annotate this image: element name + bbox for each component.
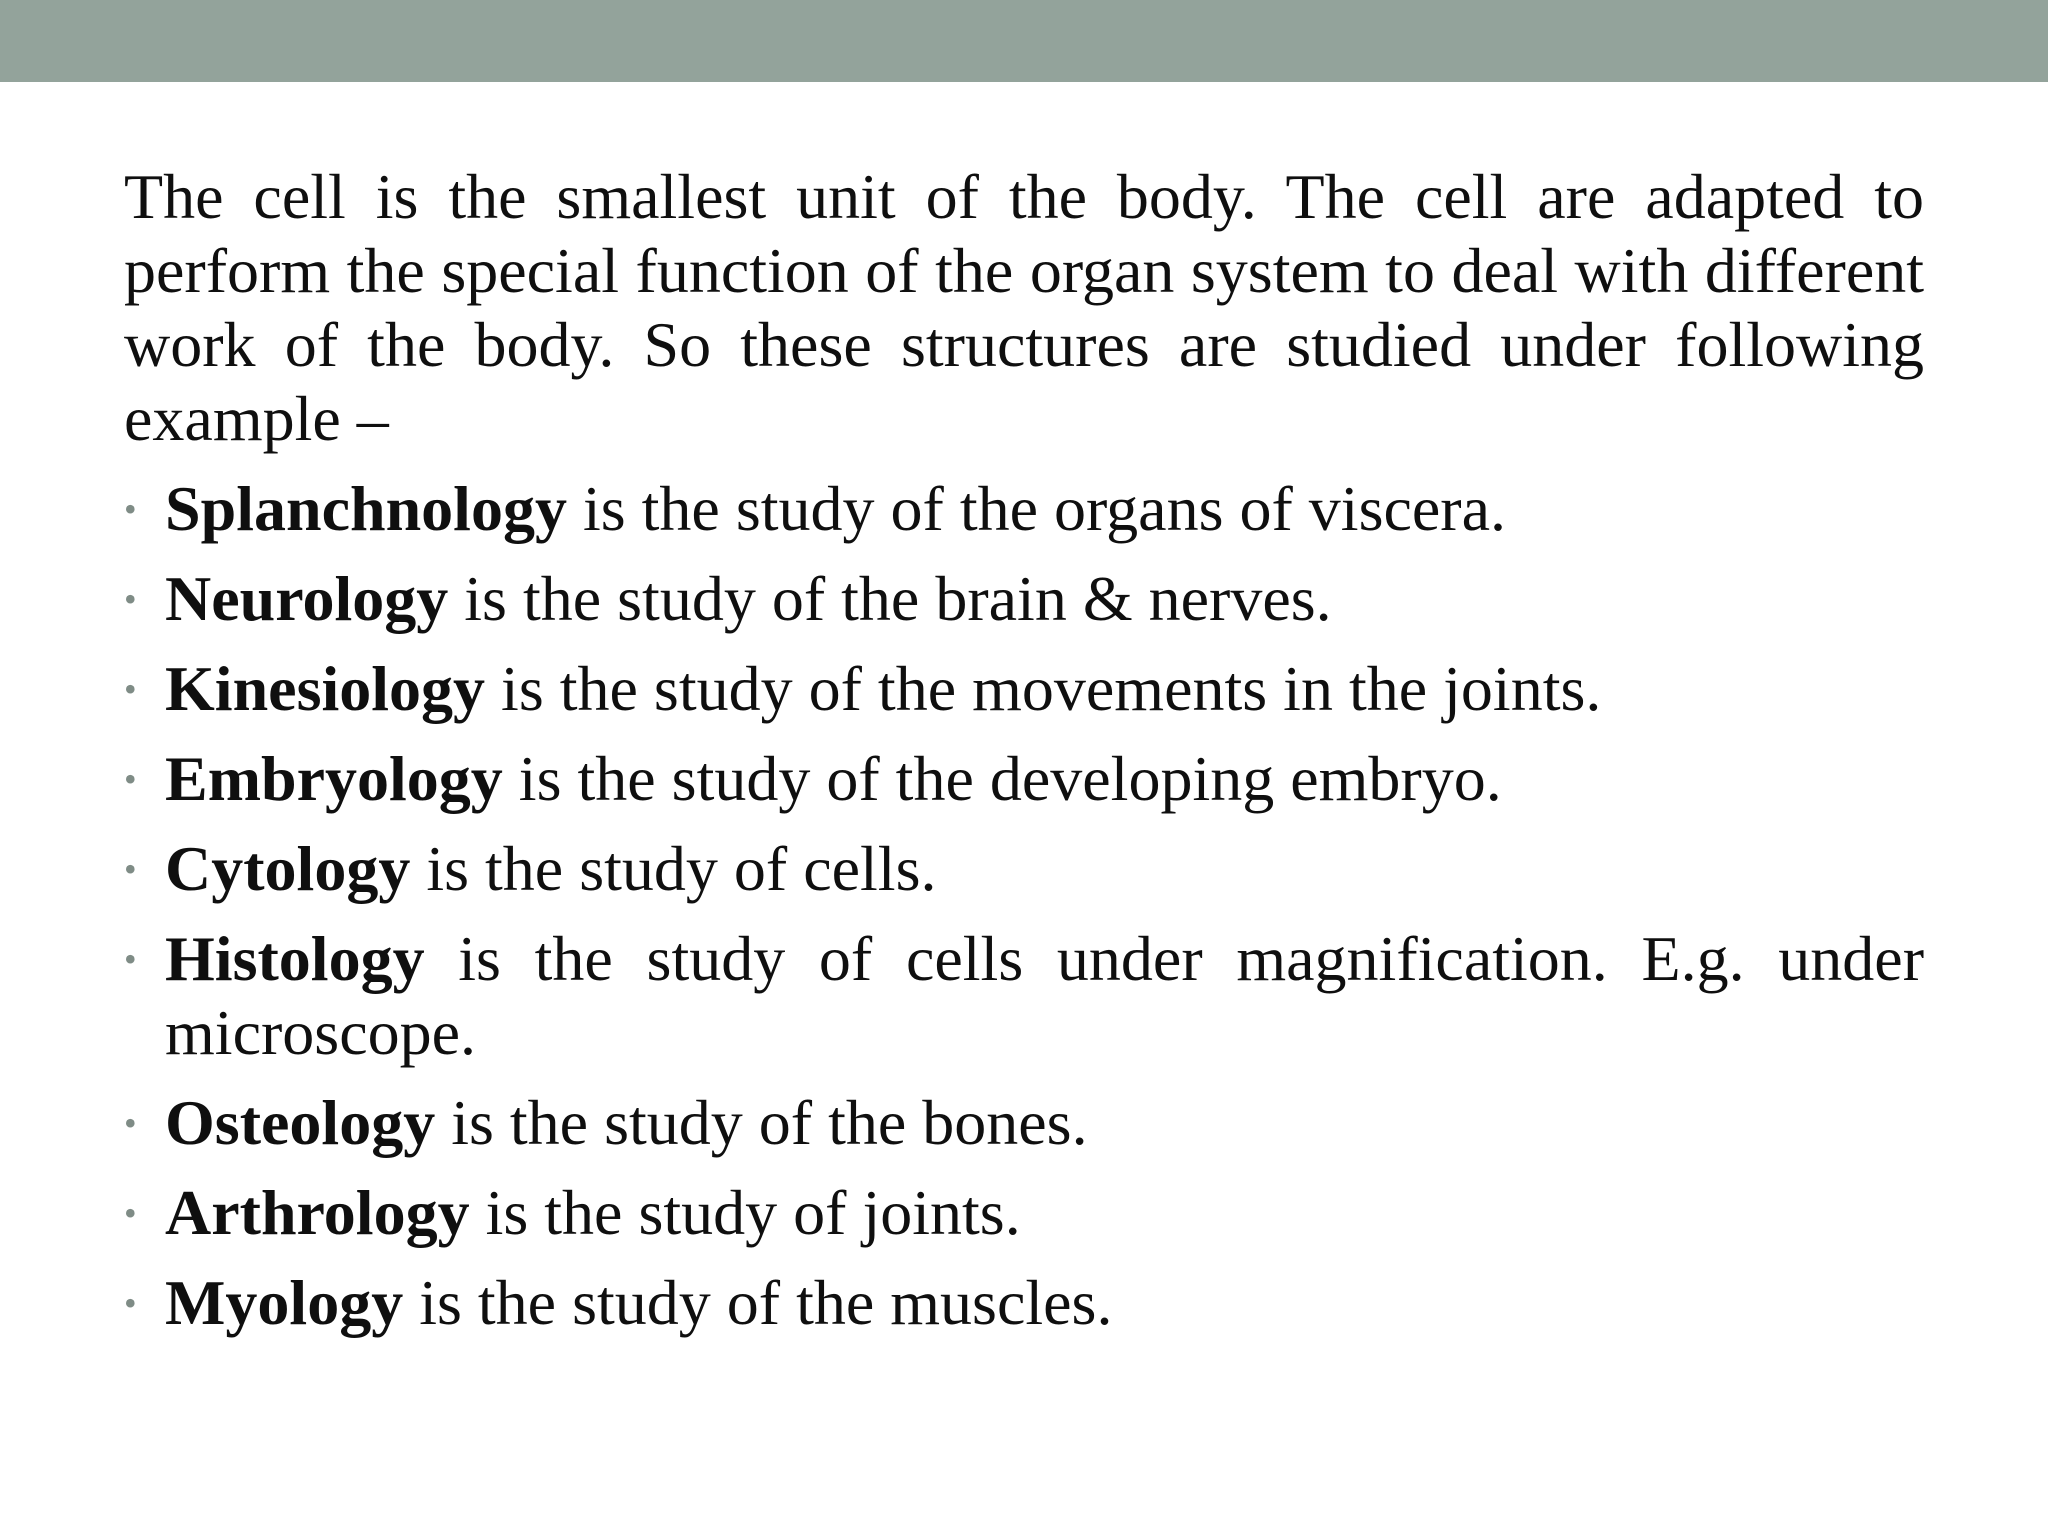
slide-content [124, 160, 1924, 1340]
term-description: is the study of joints. [469, 1177, 1021, 1248]
bullet-dot-icon: • [124, 579, 137, 619]
bullet-dot-icon: • [124, 1283, 137, 1323]
term-label: Kinesiology [165, 653, 486, 724]
term-description: is the study of the organs of viscera. [566, 473, 1506, 544]
term-description: is the study of the brain & nerves. [448, 563, 1332, 634]
term-label: Histology [165, 923, 425, 994]
term-label: Arthrology [165, 1177, 470, 1248]
term-description: is the study of the developing embryo. [502, 743, 1502, 814]
term-description: is the study of the muscles. [403, 1267, 1113, 1338]
list-item [124, 1176, 1924, 1250]
list-item [124, 472, 1924, 546]
bullet-dot-icon: • [124, 489, 137, 529]
term-label: Splanchnology [165, 473, 567, 544]
term-description: is the study of cells under magnification. E.g. under microscope. [165, 923, 1924, 1068]
term-description: is the study of the bones. [435, 1087, 1088, 1158]
header-bar [0, 0, 2048, 82]
term-label: Embryology [165, 743, 503, 814]
bullet-dot-icon: • [124, 669, 137, 709]
list-item [124, 1086, 1924, 1160]
bullet-dot-icon: • [124, 1193, 137, 1233]
bullet-dot-icon: • [124, 849, 137, 889]
study-list [124, 472, 1924, 1340]
bullet-dot-icon: • [124, 939, 137, 979]
list-item [124, 742, 1924, 816]
term-label: Osteology [165, 1087, 436, 1158]
list-item [124, 562, 1924, 636]
list-item [124, 922, 1924, 1070]
term-label: Myology [165, 1267, 404, 1338]
term-description: is the study of the movements in the joints. [485, 653, 1602, 724]
intro-paragraph: The cell is the smallest unit of the body. The cell are adapted to perform the special function of the organ system to deal with different work of the body. So these structures are studied under following example – [124, 161, 1924, 454]
term-description: is the study of cells. [410, 833, 937, 904]
list-item [124, 832, 1924, 906]
term-label: Cytology [165, 833, 411, 904]
bullet-dot-icon: • [124, 759, 137, 799]
bullet-dot-icon: • [124, 1103, 137, 1143]
list-item [124, 652, 1924, 726]
term-label: Neurology [165, 563, 449, 634]
list-item [124, 1266, 1924, 1340]
